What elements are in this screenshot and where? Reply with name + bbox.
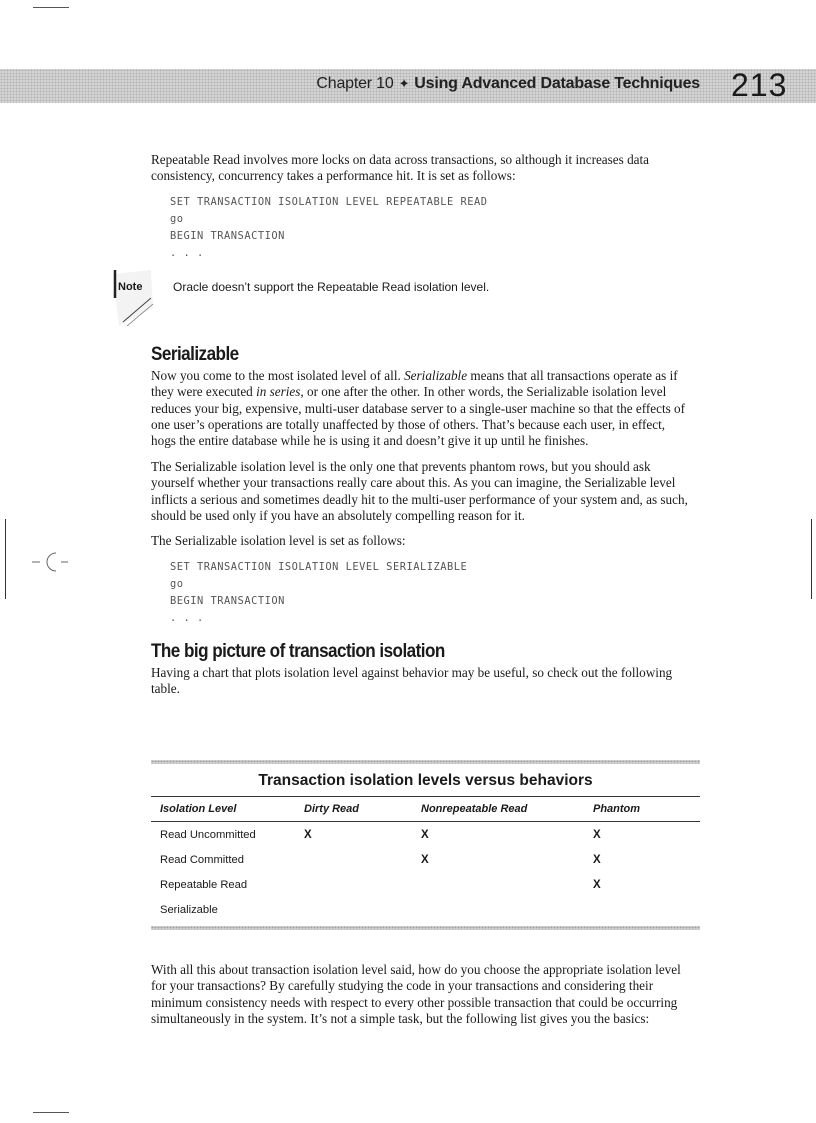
serializable-paragraph-3: The Serializable isolation level is set as follows: bbox=[151, 533, 406, 549]
column-header: Phantom bbox=[593, 803, 641, 815]
table-bottom-rule bbox=[151, 926, 700, 930]
running-header bbox=[316, 75, 700, 93]
table-cell-level: Read Uncommitted bbox=[160, 828, 256, 841]
diamond-separator-icon: ✦ bbox=[398, 76, 410, 91]
table-cell-level: Serializable bbox=[160, 903, 218, 916]
table-cell bbox=[412, 872, 584, 897]
table-cell: X bbox=[593, 853, 601, 866]
table-cell: X bbox=[304, 828, 312, 841]
crop-mark-bottom-left bbox=[33, 1112, 69, 1113]
emphasis-serializable: Serializable bbox=[404, 367, 468, 383]
table-cell: X bbox=[593, 878, 601, 891]
table-cell bbox=[295, 897, 412, 922]
table-cell: X bbox=[421, 828, 429, 841]
column-header: Isolation Level bbox=[160, 803, 237, 815]
table-cell bbox=[412, 897, 584, 922]
chapter-title: Using Advanced Database Techniques bbox=[414, 75, 700, 92]
intro-paragraph: Repeatable Read involves more locks on data across transactions, so although it increases data consistency, concurrency takes a performance hit. It is set as follows: bbox=[151, 152, 650, 184]
text-run: Now you come to the most isolated level of all. bbox=[151, 367, 405, 383]
table-cell bbox=[295, 847, 412, 872]
table-title: Transaction isolation levels versus behaviors bbox=[258, 772, 593, 789]
note-text: Oracle doesn’t support the Repeatable Read isolation level. bbox=[173, 279, 490, 294]
main-content bbox=[118, 152, 691, 707]
table-cell bbox=[295, 872, 412, 897]
text-run: , or one after the other. In other words, the Serializable isolation level reduces your big, expensive, multi-user database server to a single-user machine so that the effects of one user’s operations are totally unaffected by those of others. That’s because each user, in effect, hogs the entire database while he is using it and doesn’t give it up until he finishes. bbox=[151, 384, 686, 449]
isolation-table bbox=[151, 797, 700, 922]
note-icon bbox=[105, 264, 175, 332]
heading-serializable: Serializable bbox=[151, 343, 239, 365]
serializable-paragraph-1 bbox=[151, 368, 691, 450]
table-row bbox=[151, 847, 700, 872]
closing-section bbox=[151, 962, 699, 1037]
table-cell-level: Repeatable Read bbox=[160, 878, 248, 891]
heading-big-picture: The big picture of transaction isolation bbox=[151, 640, 445, 662]
table-cell: X bbox=[421, 853, 429, 866]
note-icon-label: Note bbox=[118, 280, 143, 293]
isolation-table-block bbox=[151, 760, 700, 930]
code-block-repeatable-read: SET TRANSACTION ISOLATION LEVEL REPEATABLE READ go BEGIN TRANSACTION . . . bbox=[170, 195, 488, 259]
table-top-rule bbox=[151, 760, 700, 764]
chapter-label: Chapter 10 bbox=[316, 75, 394, 92]
trim-line-right bbox=[811, 519, 812, 599]
table-header-row bbox=[151, 797, 700, 821]
table-cell-level: Read Committed bbox=[160, 853, 244, 866]
code-block-serializable: SET TRANSACTION ISOLATION LEVEL SERIALIZABLE go BEGIN TRANSACTION . . . bbox=[170, 560, 468, 624]
note-callout bbox=[118, 268, 691, 330]
column-header: Dirty Read bbox=[304, 803, 360, 815]
page-number: 213 bbox=[731, 67, 788, 103]
trim-line-left bbox=[5, 519, 6, 599]
table-cell: X bbox=[593, 828, 601, 841]
big-picture-paragraph: Having a chart that plots isolation level against behavior may be useful, so check out the following table. bbox=[151, 664, 673, 697]
text-run: means that all transactions operate as if they were executed bbox=[151, 367, 678, 400]
registration-mark-icon bbox=[30, 546, 72, 576]
crop-mark-top-left bbox=[33, 7, 69, 8]
column-header: Nonrepeatable Read bbox=[421, 803, 528, 815]
emphasis-in-series: in series bbox=[256, 384, 301, 400]
table-row bbox=[151, 822, 700, 847]
serializable-paragraph-2: The Serializable isolation level is the only one that prevents phantom rows, but you should ask yourself whether your transactions really care about this. As you can imagine, the Serializable level inflicts a serious and sometimes deadly hit to the multi-user performance of your system and, as such, should be used only if you have an absolutely compelling reason for it. bbox=[151, 458, 688, 524]
table-row bbox=[151, 897, 700, 922]
closing-paragraph: With all this about transaction isolation level said, how do you choose the appropriate isolation level for your transactions? By carefully studying the code in your transactions and considering their minimum consistency needs with respect to every other possible transaction that could be occurring simultaneously in the system. It’s not a simple task, but the following list gives you the basics: bbox=[151, 962, 681, 1027]
table-row bbox=[151, 872, 700, 897]
table-cell bbox=[584, 897, 700, 922]
